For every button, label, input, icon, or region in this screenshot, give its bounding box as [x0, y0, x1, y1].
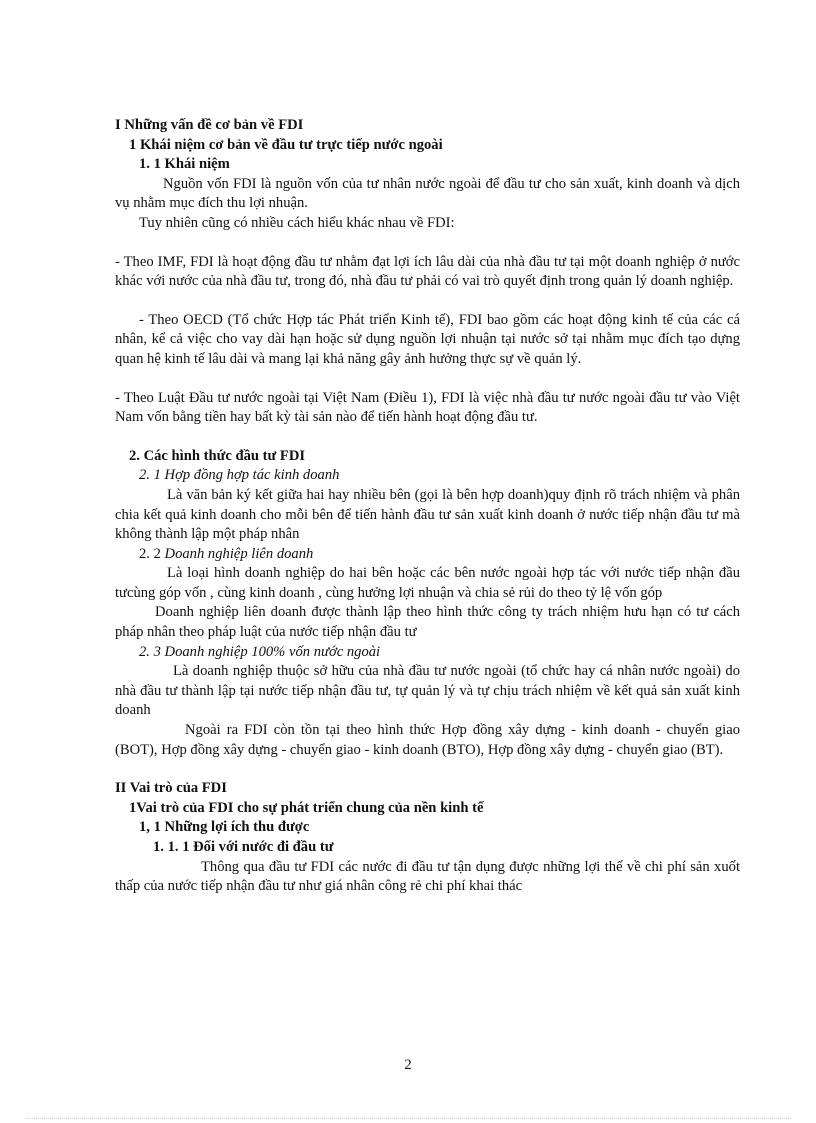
document-body — [115, 116, 740, 897]
heading-2-2 — [115, 545, 740, 565]
heading-II-1-1: 1, 1 Những lợi ích thu được — [139, 819, 310, 836]
paragraph-fdi-interpretations: Tuy nhiên cũng có nhiều cách hiểu khác nhau về FDI: — [139, 214, 455, 231]
paragraph-other-forms: Ngoài ra FDI còn tồn tại theo hình thức Hợp đồng xây dựng - kinh doanh - chuyển giao (BOT), Hợp đồng xây dựng - chuyển giao - kinh doanh (BTO), Hợp đồng xây dựng - chuyển giao (BT). — [115, 722, 740, 758]
heading-1: 1 Khái niệm cơ bản về đầu tư trực tiếp nước ngoài — [129, 136, 443, 153]
paragraph-bcc: Là văn bản ký kết giữa hai hay nhiều bên (gọi là bên hợp doanh)quy định rõ trách nhiệm và phân chia kết quả kinh doanh cho mỗi bên để tiến hành đầu tư sản xuất kinh doanh ở nước tiếp nhận đầu tư mà không thành lập một pháp nhân — [115, 486, 740, 543]
paragraph-fdi-definition: Nguồn vốn FDI là nguồn vốn của tư nhân nước ngoài để đầu tư cho sản xuất, kinh doanh và dịch vụ nhằm mục đích thu lợi nhuận. — [115, 175, 740, 212]
heading-2-1: 2. 1 Hợp đồng hợp tác kinh doanh — [139, 467, 340, 484]
heading-II-1: 1Vai trò của FDI cho sự phát triển chung của nền kinh tế — [129, 799, 484, 816]
heading-II-1-1-1: 1. 1. 1 Đối với nước đi đầu tư — [153, 839, 334, 855]
spacer — [115, 292, 740, 311]
heading-section-1: I Những vấn đề cơ bản về FDI — [115, 117, 304, 133]
spacer — [115, 428, 740, 447]
paragraph-vietnam-law: - Theo Luật Đầu tư nước ngoài tại Việt Nam (Điều 1), FDI là việc nhà đầu tư nước ngoài đầu tư vào Việt Nam vốn bằng tiền hay bất kỳ tài sản nào để tiến hành hoạt động đầu tư. — [115, 389, 740, 426]
spacer — [115, 760, 740, 779]
paragraph-joint-venture-form: Doanh nghiệp liên doanh được thành lập theo hình thức công ty trách nhiệm hưu hạn có tư cách pháp nhân theo pháp luật của nước tiếp nhận đầu tư — [115, 604, 740, 641]
paragraph-imf: - Theo IMF, FDI là hoạt động đầu tư nhằm đạt lợi ích lâu dài của nhà đầu tư tại một doanh nghiệp ở nước khác với nước của nhà đầu tư, trong đó, nhà đầu tư phải có vai trò quyết định trong quản lý doanh nghiệp. — [115, 253, 740, 290]
spacer — [115, 234, 740, 253]
heading-2-3: 2. 3 Doanh nghiệp 100% vốn nước ngoài — [139, 643, 381, 660]
heading-2-2-number: 2. 2 — [139, 545, 161, 562]
page-bottom-border — [25, 1118, 791, 1119]
paragraph-joint-venture: Là loại hình doanh nghiệp do hai bên hoặc các bên nước ngoài hợp tác với nước tiếp nhận đầu tưcùng góp vốn , cùng kinh doanh , cùng hưởng lợi nhuận và chia sẻ rủi do theo tỷ lệ vốn góp — [115, 565, 740, 601]
heading-section-2: II Vai trò của FDI — [115, 780, 227, 797]
spacer — [115, 370, 740, 389]
heading-1-1: 1. 1 Khái niệm — [139, 156, 230, 173]
paragraph-investing-countries: Thông qua đầu tư FDI các nước đi đầu tư tận dụng được những lợi thế về chi phí sản xuốt thấp của nước tiếp nhận đầu tư như giá nhân công rẻ chi phí khai thác — [115, 858, 740, 895]
paragraph-fully-foreign-owned: Là doanh nghiệp thuộc sở hữu của nhà đầu tư nước ngoài (tổ chức hay cá nhân nước ngoài) do nhà đầu tư thành lập tại nước tiếp nhận đầu tư, tự quản lý và tự chịu trách nhiệm về kết quả sản xuất kinh doanh — [115, 663, 740, 719]
paragraph-oecd: - Theo OECD (Tổ chức Hợp tác Phát triển Kinh tế), FDI bao gồm các hoạt động kinh tế của các cá nhân, kể cả việc cho vay dài hạn hoặc sử dụng nguồn lợi nhuận tại nước sở tại nhằm mục đích tạo dựng quan hệ kinh tế lâu dài và mang lại khả năng gây ảnh hưởng thực sự về quản lý. — [115, 311, 740, 367]
heading-2-2-text: Doanh nghiệp liên doanh — [164, 545, 314, 562]
page-number: 2 — [404, 1057, 412, 1073]
heading-2: 2. Các hình thức đầu tư FDI — [129, 447, 306, 464]
